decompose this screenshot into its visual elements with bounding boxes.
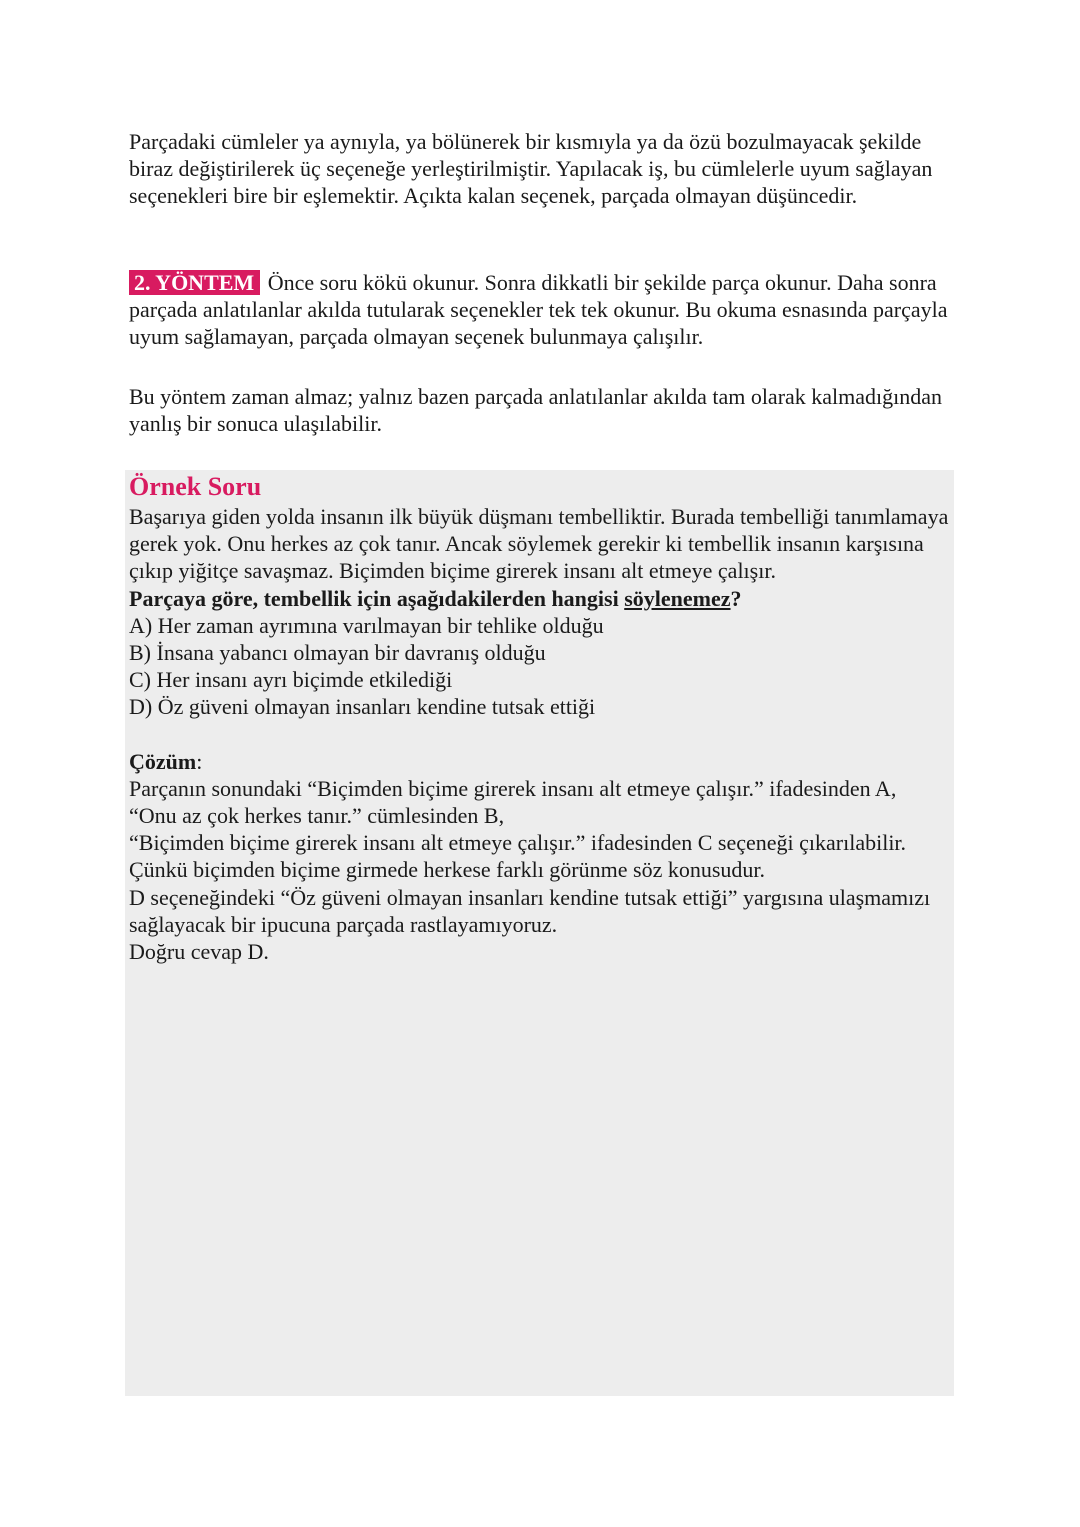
solution-line: “Onu az çok herkes tanır.” cümlesinden B, <box>129 803 505 829</box>
solution-heading-label: Çözüm <box>129 748 197 774</box>
option-d: D) Öz güveni olmayan insanları kendine tutsak ettiği <box>129 694 596 720</box>
method-2-text: Önce soru kökü okunur. Sonra dikkatli bir şekilde parça okunur. Daha sonra parçada anlatılanlar akılda tutularak seçenekler tek tek okunur. Bu okuma esnasında parçayla uyum sağlamayan, parçada olmayan seçenek bulunmaya çalışılır. <box>129 270 948 350</box>
example-title: Örnek Soru <box>129 472 262 501</box>
question-underlined-word: söylenemez <box>624 585 731 611</box>
solution-line: “Biçimden biçime girerek insanı alt etmeye çalışır.” ifadesinden C seçeneği çıkarılabilir. Çünkü biçimden biçime girmede herkese farklı görünme söz konusudur. <box>129 830 907 883</box>
question-suffix: ? <box>730 585 742 611</box>
solution-heading <box>129 748 951 775</box>
method-2-paragraph <box>129 269 959 351</box>
note-paragraph: Bu yöntem zaman almaz; yalnız bazen parçada anlatılanlar akılda tam olarak kalmadığından yanlış bir sonuca ulaşılabilir. <box>129 384 943 437</box>
option-c: C) Her insanı ayrı biçimde etkilediği <box>129 667 453 693</box>
question-prefix: Parçaya göre, tembellik için aşağıdakilerden hangisi <box>129 585 625 611</box>
solution-answer: Doğru cevap D. <box>129 939 269 965</box>
options-list <box>129 612 951 721</box>
example-question <box>129 585 951 612</box>
solution-heading-colon: : <box>196 748 203 774</box>
solution-line: D seçeneğindeki “Öz güveni olmayan insanları kendine tutsak ettiği” yargısına ulaşmamızı sağlayacak bir ipucuna parçada rastlayamıyoruz. <box>129 884 931 937</box>
option-a: A) Her zaman ayrımına varılmayan bir tehlike olduğu <box>129 612 604 638</box>
example-content <box>129 470 951 965</box>
method-2-badge: 2. YÖNTEM <box>129 270 260 295</box>
example-question-box <box>125 470 954 1396</box>
solution-line: Parçanın sonundaki “Biçimden biçime girerek insanı alt etmeye çalışır.” ifadesinden A, <box>129 775 897 801</box>
example-passage: Başarıya giden yolda insanın ilk büyük düşmanı tembelliktir. Burada tembelliği tanımlamaya gerek yok. Onu herkes az çok tanır. Ancak söylemek gerekir ki tembellik insanın karşısına çıkıp yiğitçe savaşmaz. Biçimden biçime girerek insanı alt etmeye çalışır. <box>129 504 949 584</box>
intro-paragraph: Parçadaki cümleler ya aynıyla, ya bölünerek bir kısmıyla ya da özü bozulmayacak şekilde biraz değiştirilerek üç seçeneğe yerleştirilmiştir. Yapılacak iş, bu cümlelerle uyum sağlayan seçenekleri bire bir eşlemektir. Açıkta kalan seçenek, parçada olmayan düşüncedir. <box>129 129 933 209</box>
solution-section <box>129 748 951 966</box>
option-b: B) İnsana yabancı olmayan bir davranış olduğu <box>129 640 546 666</box>
